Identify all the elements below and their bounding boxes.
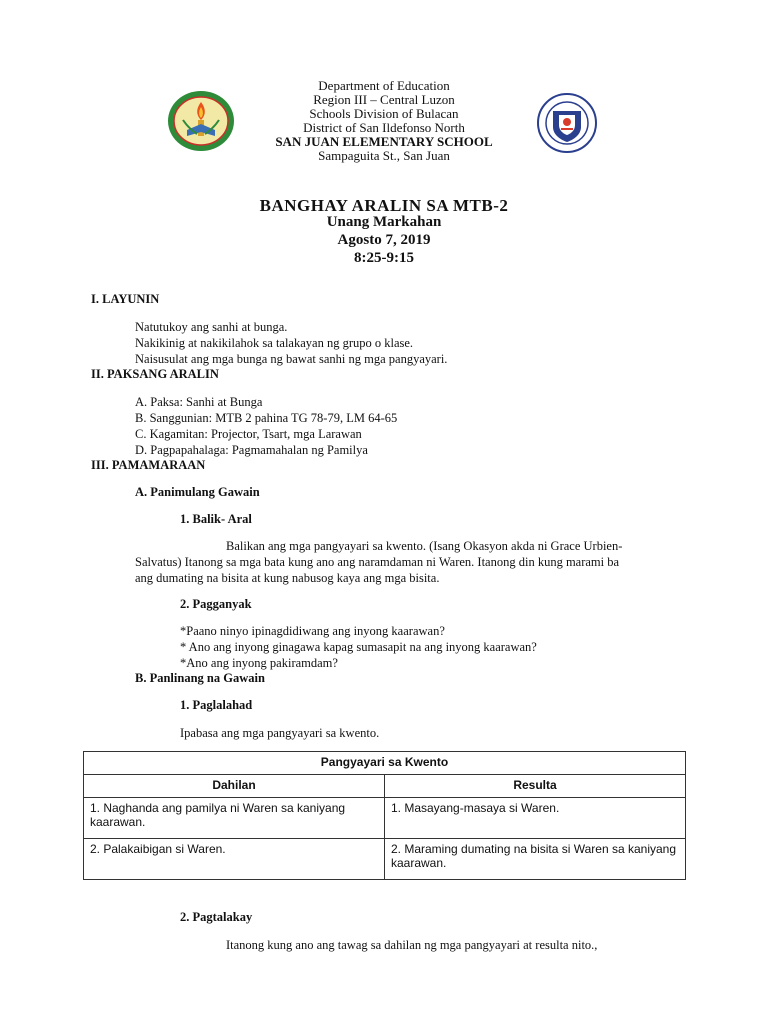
subheading-pagtalakay: 2. Pagtalakay (180, 910, 253, 924)
column-header-resulta: Resulta (385, 775, 686, 798)
title-date: Agosto 7, 2019 (337, 232, 431, 248)
title-quarter: Unang Markahan (326, 214, 442, 230)
column-header-dahilan: Dahilan (84, 775, 385, 798)
table-title: Pangyayari sa Kwento (84, 752, 686, 775)
header-region: Region III – Central Luzon (313, 92, 455, 107)
paksang-item: A. Paksa: Sanhi at Bunga (135, 395, 263, 409)
subheading-panimulang-gawain: A. Panimulang Gawain (135, 485, 260, 499)
paksang-item: C. Kagamitan: Projector, Tsart, mga Larawan (135, 427, 362, 441)
header-address: Sampaguita St., San Juan (318, 148, 450, 163)
table-header-row (84, 775, 686, 798)
subheading-balik-aral: 1. Balik- Aral (180, 512, 252, 526)
paksang-item: D. Pagpapahalaga: Pagmamahalan ng Pamilya (135, 443, 368, 457)
table-title-row (84, 752, 686, 775)
subheading-panlinang-na-gawain: B. Panlinang na Gawain (135, 671, 265, 685)
header-division: Schools Division of Bulacan (309, 106, 459, 121)
layunin-item: Natutukoy ang sanhi at bunga. (135, 320, 288, 334)
pagganyak-question: * Ano ang inyong ginagawa kapag sumasapit na ang inyong kaarawan? (180, 640, 537, 654)
table-cell-dahilan: 1. Naghanda ang pamilya ni Waren sa kaniyang kaarawan. (84, 798, 385, 839)
table-row (84, 839, 686, 880)
paglalahad-text: Ipabasa ang mga pangyayari sa kwento. (180, 726, 380, 740)
balik-aral-line: Balikan ang mga pangyayari sa kwento. (Isang Okasyon akda ni Grace Urbien- (226, 539, 623, 553)
layunin-item: Nakikinig at nakikilahok sa talakayan ng grupo o klase. (135, 336, 414, 350)
section-heading-paksang-aralin: II. PAKSANG ARALIN (91, 367, 219, 381)
table-cell-resulta: 2. Maraming dumating na bisita si Waren sa kaniyang kaarawan. (385, 839, 686, 880)
section-heading-layunin: I. LAYUNIN (91, 292, 160, 306)
subheading-paglalahad: 1. Paglalahad (180, 698, 253, 712)
balik-aral-line: Salvatus) Itanong sa mga bata kung ano ang naramdaman ni Waren. Itanong din kung marami ba (135, 555, 620, 569)
subheading-pagganyak: 2. Pagganyak (180, 597, 252, 611)
page-title: BANGHAY ARALIN SA MTB-2 (259, 196, 509, 215)
header-school: SAN JUAN ELEMENTARY SCHOOL (275, 134, 493, 149)
title-time: 8:25-9:15 (354, 250, 414, 266)
layunin-item: Naisusulat ang mga bunga ng bawat sanhi ng mga pangyayari. (135, 352, 448, 366)
section-heading-pamamaraan: III. PAMAMARAAN (91, 458, 206, 472)
header-district: District of San Ildefonso North (303, 120, 465, 135)
paksang-item: B. Sanggunian: MTB 2 pahina TG 78-79, LM 64-65 (135, 411, 398, 425)
header-department: Department of Education (318, 78, 450, 93)
pagganyak-question: *Paano ninyo ipinagdidiwang ang inyong kaarawan? (180, 624, 445, 638)
story-events-table (83, 751, 686, 880)
pagtalakay-text: Itanong kung ano ang tawag sa dahilan ng mga pangyayari at resulta nito., (226, 938, 598, 952)
pagganyak-question: *Ano ang inyong pakiramdam? (180, 656, 338, 670)
table-row (84, 798, 686, 839)
balik-aral-line: ang dumating na bisita at kung nabusog kaya ang mga bisita. (135, 571, 440, 585)
table-cell-dahilan: 2. Palakaibigan si Waren. (84, 839, 385, 880)
table-cell-resulta: 1. Masayang-masaya si Waren. (385, 798, 686, 839)
